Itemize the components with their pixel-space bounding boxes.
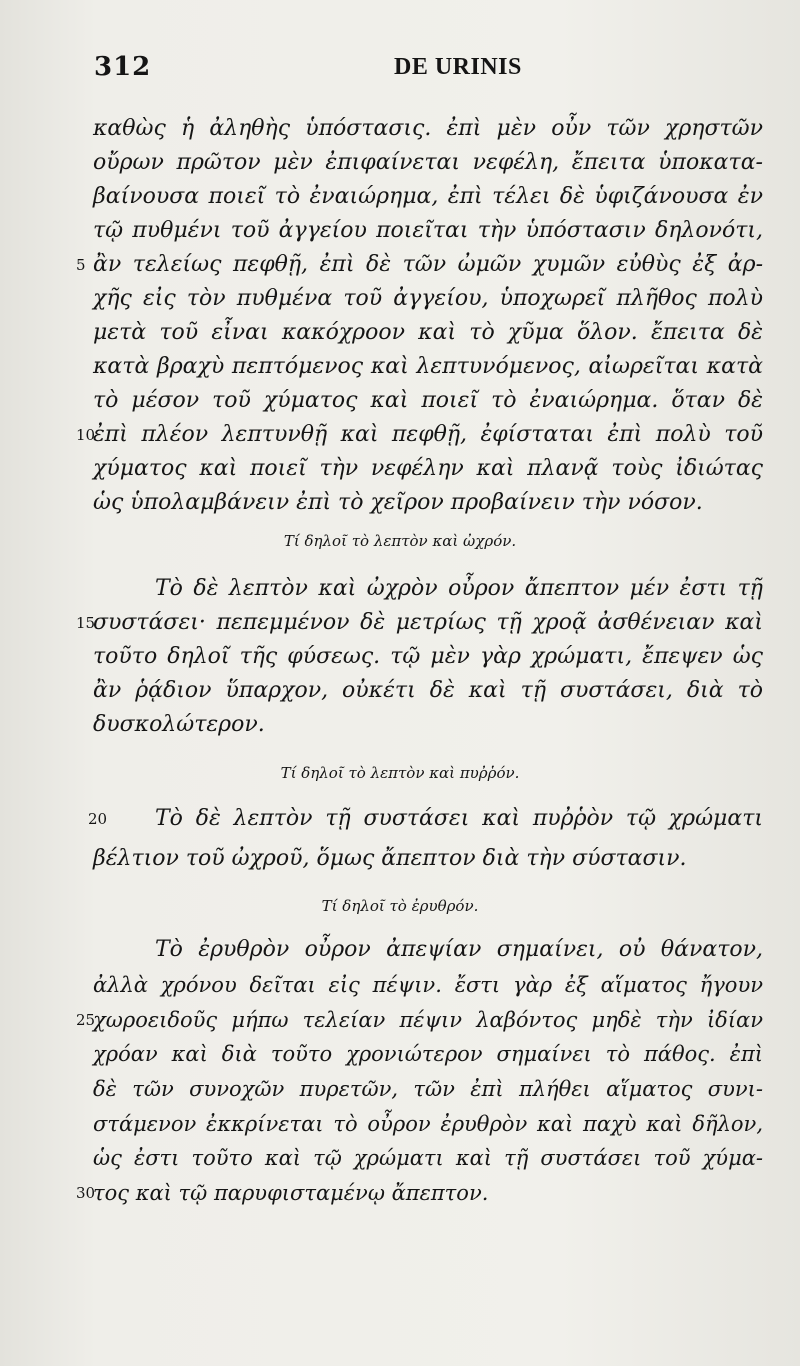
- line-number: 10: [76, 426, 96, 444]
- line-number: 5: [76, 256, 86, 274]
- text-line: χρόαν καὶ διὰ τοῦτο χρονιώτερον σημαίνει τὸ πάθος. ἐπὶ: [93, 1042, 763, 1066]
- running-head: [94, 52, 784, 92]
- text-line: δυσκολώτερον.: [93, 712, 265, 737]
- text-line: χύματος καὶ ποιεῖ τὴν νεφέλην καὶ πλανᾷ τοὺς ἰδιώτας: [93, 456, 763, 481]
- text-line: βέλτιον τοῦ ὠχροῦ, ὅμως ἄπεπτον διὰ τὴν σύστασιν.: [93, 846, 687, 871]
- text-line: Τὸ δὲ λεπτὸν καὶ ὠχρὸν οὖρον ἄπεπτον μέν ἐστι τῇ: [155, 576, 763, 601]
- running-title: DE URINIS: [394, 54, 522, 80]
- text-line: συστάσει· πεπεμμένον δὲ μετρίως τῇ χροᾷ ἀσθένειαν καὶ: [93, 610, 763, 635]
- text-line: ἀλλὰ χρόνου δεῖται εἰς πέψιν. ἔστι γὰρ ἐξ αἵματος ἤγουν: [93, 973, 763, 997]
- section-heading: Τί δηλοῖ τὸ λεπτὸν καὶ πυῤῥόν.: [280, 764, 520, 782]
- section-heading: Τί δηλοῖ τὸ λεπτὸν καὶ ὠχρόν.: [283, 532, 517, 550]
- text-line: βαίνουσα ποιεῖ τὸ ἐναιώρημα, ἐπὶ τέλει δὲ ὑφιζάνουσα ἐν: [93, 184, 763, 209]
- text-line: στάμενον ἐκκρίνεται τὸ οὖρον ἐρυθρὸν καὶ παχὺ καὶ δῆλον,: [93, 1112, 763, 1136]
- text-line: οὔρων πρῶτον μὲν ἐπιφαίνεται νεφέλη, ἔπειτα ὑποκατα-: [93, 150, 763, 175]
- line-number: 25: [76, 1011, 96, 1029]
- line-number: 30: [76, 1184, 96, 1202]
- text-line: ἂν τελείως πεφθῇ, ἐπὶ δὲ τῶν ὠμῶν χυμῶν εὐθὺς ἐξ ἀρ-: [93, 252, 763, 277]
- text-line: ἂν ῥᾴδιον ὕπαρχον, οὐκέτι δὲ καὶ τῇ συστάσει, διὰ τὸ: [93, 678, 763, 703]
- text-line: Τὸ δὲ λεπτὸν τῇ συστάσει καὶ πυῤῥὸν τῷ χρώματι: [155, 806, 763, 831]
- text-line: μετὰ τοῦ εἶναι κακόχροον καὶ τὸ χῦμα ὅλον. ἔπειτα δὲ: [93, 320, 763, 345]
- text-line: ἐπὶ πλέον λεπτυνθῇ καὶ πεφθῇ, ἐφίσταται ἐπὶ πολὺ τοῦ: [93, 422, 763, 447]
- line-number: 20: [88, 810, 108, 828]
- text-line: χῆς εἰς τὸν πυθμένα τοῦ ἀγγείου, ὑποχωρεῖ πλῆθος πολὺ: [93, 286, 763, 311]
- text-line: κατὰ βραχὺ πεπτόμενος καὶ λεπτυνόμενος, αἰωρεῖται κατὰ: [93, 354, 763, 379]
- line-number: 15: [76, 614, 96, 632]
- text-line: τὸ μέσον τοῦ χύματος καὶ ποιεῖ τὸ ἐναιώρημα. ὅταν δὲ: [93, 388, 763, 413]
- text-line: ὡς ὑπολαμβάνειν ἐπὶ τὸ χεῖρον προβαίνειν τὴν νόσον.: [93, 490, 703, 515]
- page-number: 312: [94, 52, 152, 82]
- text-line: δὲ τῶν συνοχῶν πυρετῶν, τῶν ἐπὶ πλήθει αἵματος συνι-: [93, 1077, 763, 1101]
- text-line: Τὸ ἐρυθρὸν οὖρον ἀπεψίαν σημαίνει, οὐ θάνατον,: [155, 937, 763, 962]
- text-line: τοῦτο δηλοῖ τῆς φύσεως. τῷ μὲν γὰρ χρώματι, ἔπεψεν ὡς: [93, 644, 763, 669]
- text-line: τῷ πυθμένι τοῦ ἀγγείου ποιεῖται τὴν ὑπόστασιν δηλονότι,: [93, 218, 763, 243]
- text-line: ὡς ἐστι τοῦτο καὶ τῷ χρώματι καὶ τῇ συστάσει τοῦ χύμα-: [93, 1146, 763, 1170]
- text-line: καθὼς ἡ ἀληθὴς ὑπόστασις. ἐπὶ μὲν οὖν τῶν χρηστῶν: [93, 116, 763, 141]
- text-line: τος καὶ τῷ παρυφισταμένῳ ἄπεπτον.: [93, 1181, 489, 1205]
- section-heading: Τί δηλοῖ τὸ ἐρυθρόν.: [321, 897, 479, 915]
- text-line: χωροειδοῦς μήπω τελείαν πέψιν λαβόντος μηδὲ τὴν ἰδίαν: [93, 1008, 763, 1032]
